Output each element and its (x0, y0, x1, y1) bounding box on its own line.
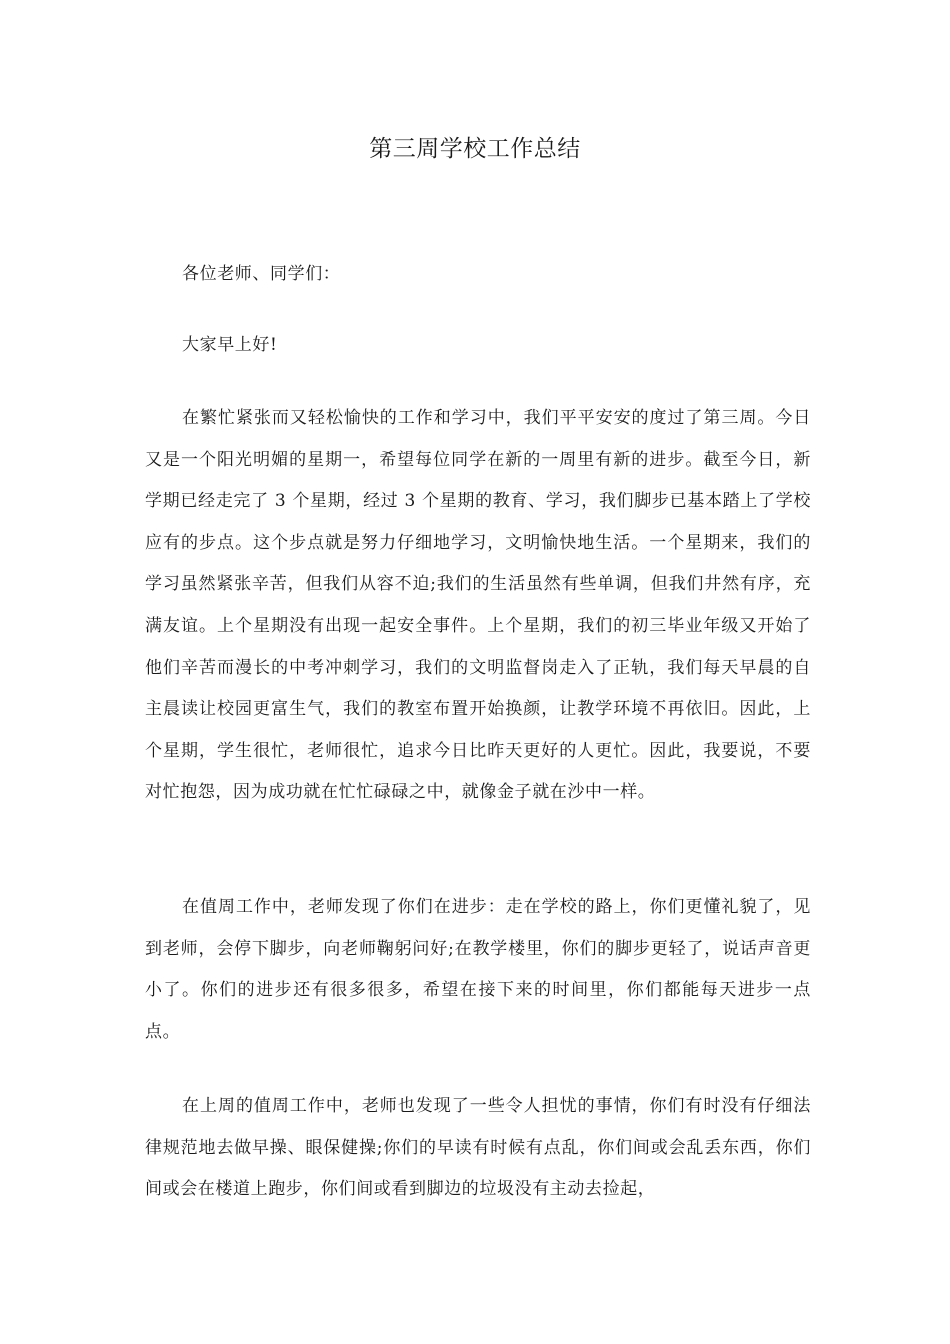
salutation-line: 大家早上好! (182, 335, 278, 355)
document-title: 第三周学校工作总结 (369, 136, 581, 162)
greeting-line: 各位老师、同学们： (182, 264, 341, 284)
body-paragraph: 在值周工作中，老师发现了你们在进步：走在学校的路上，你们更懂礼貌了，见到老师，会停下脚步，向老师鞠躬问好;在教学楼里，你们的脚步更轻了，说话声音更小了。你们的进步还有很多很多，希望在接下来的时间里，你们都能每天进步一点点。 (145, 897, 811, 1042)
body-paragraph: 在繁忙紧张而又轻松愉快的工作和学习中，我们平平安安的度过了第三周。今日又是一个阳光明媚的星期一，希望每位同学在新的一周里有新的进步。截至今日，新学期已经走完了 3 个星期，经过 3 个星期的教育、学习，我们脚步已基本踏上了学校应有的步点。这个步点就是努力仔细地学习，文明愉快地生活。一个星期来，我们的学习虽然紧张辛苦，但我们从容不迫;我们的生活虽然有些单调，但我们井然有序，充满友谊。上个星期没有出现一起安全事件。上个星期，我们的初三毕业年级又开始了他们辛苦而漫长的中考冲刺学习，我们的文明监督岗走入了正轨，我们每天早晨的自主晨读让校园更富生气，我们的教室布置开始换颜，让教学环境不再依旧。因此，上个星期，学生很忙，老师很忙，追求今日比昨天更好的人更忙。因此，我要说，不要对忙抱怨，因为成功就在忙忙碌碌之中，就像金子就在沙中一样。 (145, 408, 811, 803)
body-paragraph: 在上周的值周工作中，老师也发现了一些令人担忧的事情，你们有时没有仔细法律规范地去做早操、眼保健操;你们的早读有时候有点乱，你们间或会乱丢东西，你们间或会在楼道上跑步，你们间或看到脚边的垃圾没有主动去捡起， (145, 1096, 811, 1200)
